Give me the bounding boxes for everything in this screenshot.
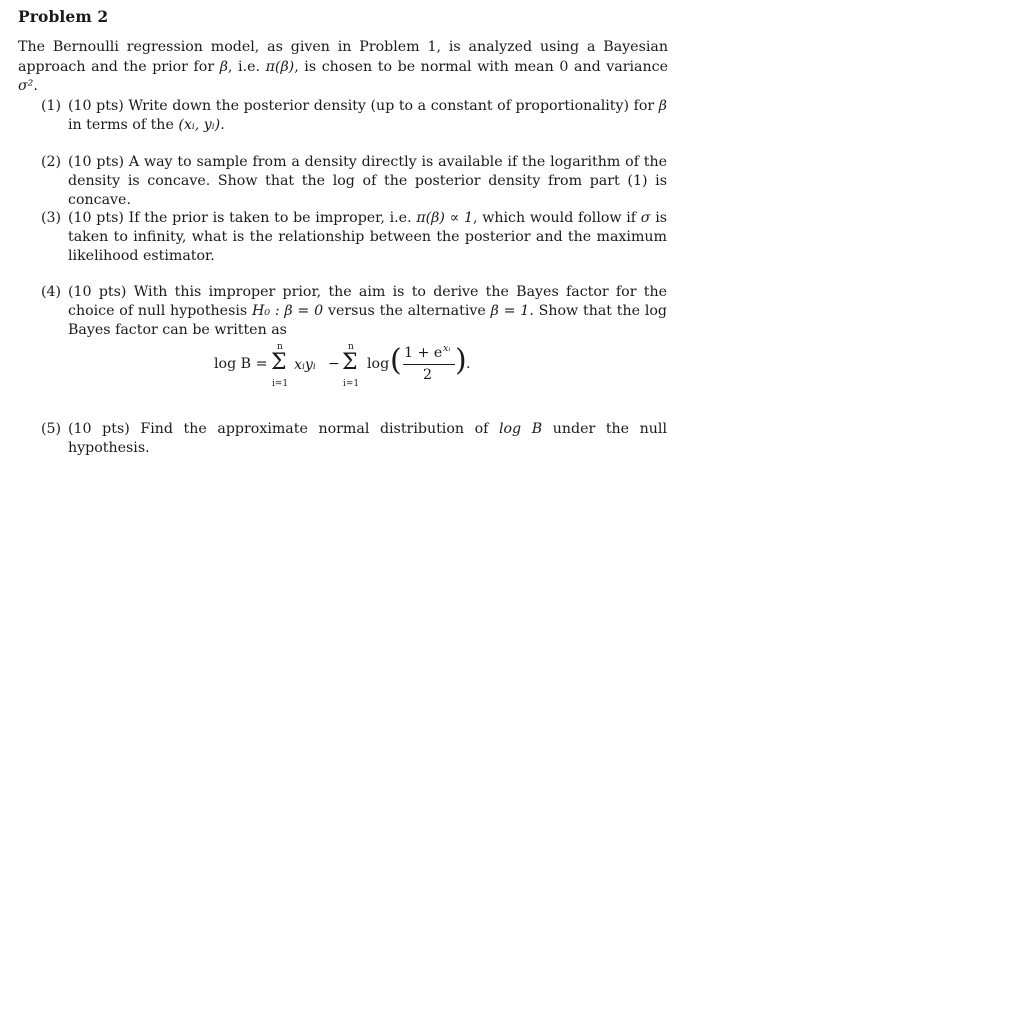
right-paren: )	[455, 343, 467, 378]
math-improper-prior: π(β) ∝ 1	[416, 210, 473, 226]
question-2	[41, 153, 667, 209]
question-text: Write down the posterior density (up to a constant of proportionality) for	[128, 98, 659, 114]
math-pairs: (xᵢ, yᵢ)	[178, 116, 221, 133]
log-function: log	[367, 356, 390, 372]
question-text: in terms of the	[68, 116, 179, 133]
left-paren: (	[390, 343, 402, 378]
question-number: (1)	[41, 98, 62, 114]
question-points: (10 pts)	[68, 98, 124, 114]
question-text: is taken to infinity, what is the relationship between the posterior and the maximum likelihood estimator.	[68, 210, 668, 264]
question-text: .	[220, 116, 225, 133]
question-body	[68, 420, 667, 458]
question-points: (10 pts)	[68, 284, 127, 300]
intro-line2-c: , is chosen to be normal with mean 0 and variance	[294, 58, 668, 75]
question-number: (5)	[41, 421, 62, 437]
sum-lower-limit: i=1	[272, 379, 289, 389]
question-number: (2)	[41, 154, 62, 170]
question-text: . Show that the log Bayes factor can be written as	[68, 302, 667, 338]
sum-lower-limit: i=1	[343, 379, 360, 389]
math-sigma: σ	[640, 210, 651, 226]
intro-prior: π(β)	[265, 58, 295, 75]
intro-sigma-squared: σ²	[18, 78, 34, 94]
intro-line2-a: and the prior for	[91, 58, 220, 75]
math-log-b: log B	[498, 421, 543, 437]
question-body	[68, 209, 667, 265]
term-xy: xᵢyᵢ	[294, 357, 316, 373]
fraction-denominator: 2	[423, 367, 433, 383]
intro-paragraph	[18, 38, 668, 97]
question-text: versus the alternative	[323, 302, 491, 319]
sum-upper-limit: n	[348, 342, 354, 352]
question-text: Find the approximate normal distribution of	[140, 421, 499, 437]
question-1	[41, 97, 667, 135]
question-points: (10 pts)	[68, 421, 130, 437]
question-body	[68, 153, 667, 209]
equation-lhs: log B =	[214, 356, 268, 372]
question-text: With this improper prior, the aim is to derive the Bayes factor for the choice of null hypothesis	[68, 284, 667, 319]
question-text: A way to sample from a density directly is available if the logarithm of the density is concave. Show that the log of the posterior density from part (1) is concave.	[68, 154, 668, 208]
problem-heading: Problem 2	[18, 7, 109, 26]
log-bayes-factor-equation	[214, 342, 484, 394]
sum-symbol: Σ	[271, 350, 287, 375]
question-points: (10 pts)	[68, 154, 125, 170]
question-body	[68, 283, 667, 339]
intro-line2-d: .	[33, 78, 38, 94]
exponent-x: xᵢ	[443, 343, 451, 354]
equation-period: .	[466, 356, 471, 372]
sum-upper-limit: n	[277, 342, 283, 352]
question-points: (10 pts)	[68, 210, 124, 226]
question-number: (3)	[41, 210, 62, 226]
sum-symbol: Σ	[342, 350, 358, 375]
math-beta: β	[658, 98, 667, 114]
question-text: , which would follow if	[472, 210, 641, 226]
intro-beta: β	[219, 58, 228, 75]
question-5	[41, 420, 667, 458]
question-text: If the prior is taken to be improper, i.e.	[128, 210, 417, 226]
question-3	[41, 209, 667, 265]
minus-sign: −	[328, 356, 340, 372]
math-null-hypothesis: H₀ : β = 0	[251, 302, 324, 319]
math-alternative: β = 1	[490, 302, 530, 319]
question-number: (4)	[41, 284, 62, 300]
intro-line1: The Bernoulli regression model, as given in Problem 1, is analyzed using a Bayesian approach	[18, 39, 668, 75]
fraction-numerator: 1 + e	[404, 345, 443, 361]
intro-line2-b: , i.e.	[227, 58, 266, 75]
question-body	[68, 97, 667, 135]
fraction-bar	[403, 364, 455, 365]
question-text: under the null hypothesis.	[68, 421, 668, 456]
question-4	[41, 283, 667, 339]
